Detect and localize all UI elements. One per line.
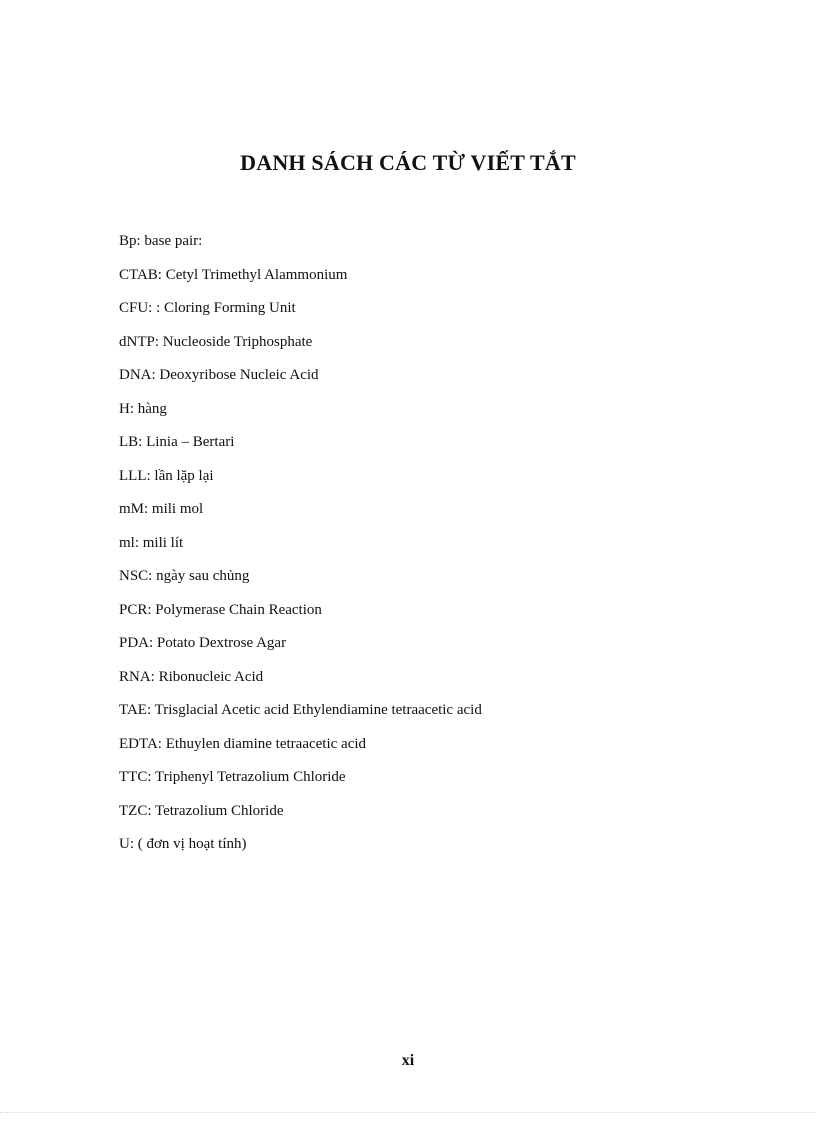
abbreviation-item: RNA: Ribonucleic Acid (119, 668, 264, 685)
abbreviation-list (119, 231, 482, 868)
page-title: DANH SÁCH CÁC TỪ VIẾT TẮT (240, 150, 576, 175)
abbreviation-item: H: hàng (119, 400, 167, 417)
abbreviation-item: U: ( đơn vị hoạt tính) (119, 836, 247, 852)
abbreviation-item: PDA: Potato Dextrose Agar (119, 635, 287, 651)
abbreviation-item: Bp: base pair: (119, 233, 203, 249)
abbreviation-item: CTAB: Cetyl Trimethyl Alammonium (119, 266, 348, 283)
abbreviation-item: LLL: lần lặp lại (119, 467, 214, 484)
abbreviation-item: EDTA: Ethuylen diamine tetraacetic acid (119, 735, 367, 752)
abbreviation-item: DNA: Deoxyribose Nucleic Acid (119, 367, 319, 383)
abbreviation-item: PCR: Polymerase Chain Reaction (119, 601, 322, 618)
abbreviation-item: LB: Linia – Bertari (119, 434, 235, 450)
abbreviation-item: TZC: Tetrazolium Chloride (119, 802, 284, 819)
abbreviation-item: ml: mili lít (119, 534, 184, 551)
abbreviation-item: NSC: ngày sau chủng (119, 568, 250, 584)
page-number: xi (401, 1052, 415, 1069)
abbreviation-item: TAE: Trisglacial Acetic acid Ethylendiamine tetraacetic acid (119, 702, 482, 718)
abbreviation-item: TTC: Triphenyl Tetrazolium Chloride (119, 769, 346, 785)
abbreviation-item: mM: mili mol (119, 501, 204, 517)
page-bottom-divider (0, 1112, 816, 1113)
abbreviation-item: CFU: : Cloring Forming Unit (119, 300, 296, 316)
abbreviation-item: dNTP: Nucleoside Triphosphate (119, 333, 313, 350)
